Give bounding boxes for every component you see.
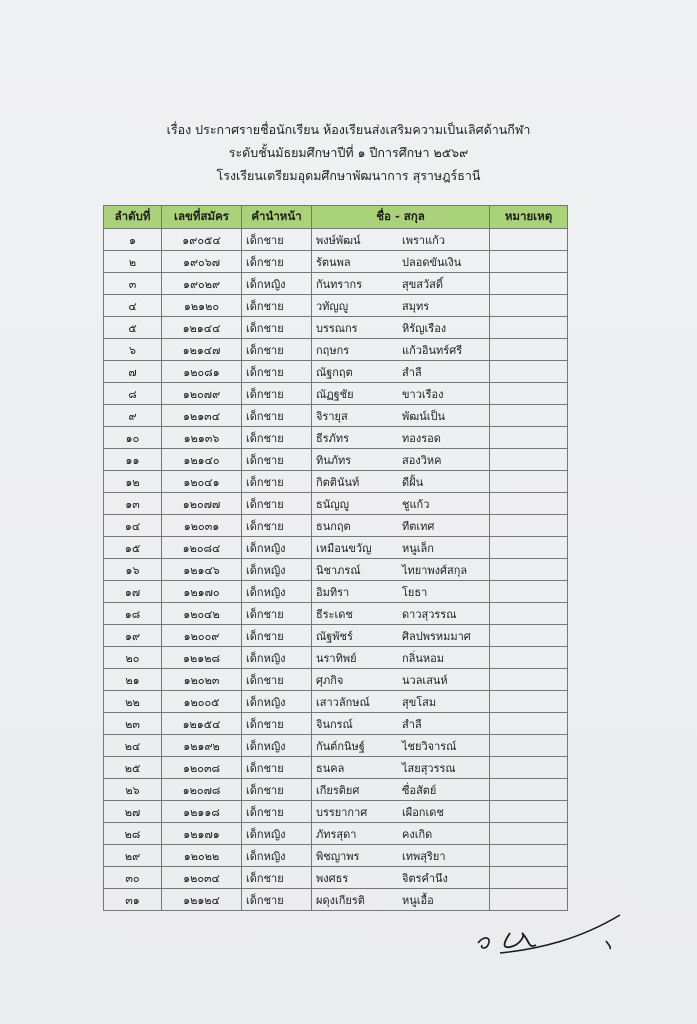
table-row	[104, 273, 568, 295]
cell-prefix: เด็กชาย	[242, 515, 312, 537]
cell-prefix: เด็กชาย	[242, 757, 312, 779]
table-row	[104, 317, 568, 339]
cell-application-no: ๑๙๐๕๔	[162, 229, 242, 251]
table-row	[104, 537, 568, 559]
cell-prefix: เด็กชาย	[242, 229, 312, 251]
signature-icon	[470, 905, 640, 965]
cell-application-no: ๑๒๐๔๑	[162, 471, 242, 493]
cell-prefix: เด็กชาย	[242, 603, 312, 625]
cell-full-name	[312, 757, 490, 779]
last-name: ซื่อสัตย์	[402, 783, 437, 797]
last-name: สองวิหค	[402, 453, 442, 467]
cell-prefix: เด็กชาย	[242, 383, 312, 405]
cell-full-name	[312, 251, 490, 273]
cell-remarks	[490, 559, 568, 581]
first-name: ณัฏฐชัย	[316, 387, 354, 401]
cell-order: ๑๖	[104, 559, 162, 581]
table-row	[104, 845, 568, 867]
table-row	[104, 559, 568, 581]
last-name: เทพสุริยา	[402, 849, 446, 863]
first-name: ธนกฤต	[316, 519, 351, 533]
first-name: จินกรณ์	[316, 717, 353, 731]
first-name: เสาวลักษณ์	[316, 695, 370, 709]
cell-full-name	[312, 493, 490, 515]
cell-prefix: เด็กชาย	[242, 361, 312, 383]
last-name: สุขสวัสดิ์	[402, 277, 443, 291]
student-list-table	[103, 205, 568, 911]
first-name: ธนคล	[316, 761, 345, 775]
cell-order: ๑๕	[104, 537, 162, 559]
cell-order: ๒๙	[104, 845, 162, 867]
cell-full-name	[312, 889, 490, 911]
table-row	[104, 713, 568, 735]
first-name: ทินภัทร	[316, 453, 352, 467]
cell-full-name	[312, 427, 490, 449]
first-name: พงศธร	[316, 871, 349, 885]
first-name: ภัทรสุดา	[316, 827, 357, 841]
last-name: เผือกเดช	[402, 805, 444, 819]
cell-prefix: เด็กหญิง	[242, 559, 312, 581]
first-name: วทัญญู	[316, 299, 349, 313]
cell-order: ๑๘	[104, 603, 162, 625]
school-name: โรงเรียนเตรียมอุดมศึกษาพัฒนาการ สุราษฎร์ธานี	[216, 168, 481, 183]
cell-application-no: ๑๙๐๒๙	[162, 273, 242, 295]
table-row	[104, 823, 568, 845]
first-name: กฤษกร	[316, 343, 350, 357]
cell-remarks	[490, 823, 568, 845]
table-row	[104, 647, 568, 669]
col-header-prefix: คำนำหน้า	[242, 206, 312, 229]
first-name: รัตนพล	[316, 255, 351, 269]
cell-remarks	[490, 603, 568, 625]
cell-prefix: เด็กหญิง	[242, 581, 312, 603]
first-name: กันต์กนิษฐ์	[316, 739, 365, 753]
table-row	[104, 669, 568, 691]
cell-full-name	[312, 625, 490, 647]
cell-order: ๓	[104, 273, 162, 295]
cell-full-name	[312, 515, 490, 537]
table-row	[104, 229, 568, 251]
cell-prefix: เด็กหญิง	[242, 273, 312, 295]
cell-order: ๑๔	[104, 515, 162, 537]
cell-full-name	[312, 669, 490, 691]
cell-full-name	[312, 559, 490, 581]
cell-order: ๒๖	[104, 779, 162, 801]
last-name: แก้วอินทร์ศรี	[402, 343, 463, 357]
cell-order: ๙	[104, 405, 162, 427]
first-name: ผดุงเกียรติ	[316, 893, 365, 907]
cell-order: ๒	[104, 251, 162, 273]
table-row	[104, 405, 568, 427]
cell-full-name	[312, 691, 490, 713]
cell-remarks	[490, 735, 568, 757]
cell-application-no: ๑๙๐๖๗	[162, 251, 242, 273]
cell-prefix: เด็กหญิง	[242, 647, 312, 669]
cell-remarks	[490, 757, 568, 779]
last-name: ปลอดขันเงิน	[402, 255, 462, 269]
cell-remarks	[490, 669, 568, 691]
cell-order: ๘	[104, 383, 162, 405]
cell-full-name	[312, 735, 490, 757]
first-name: เหมือนขวัญ	[316, 541, 372, 555]
cell-full-name	[312, 801, 490, 823]
cell-application-no: ๑๒๑๔๖	[162, 559, 242, 581]
cell-remarks	[490, 845, 568, 867]
cell-remarks	[490, 691, 568, 713]
first-name: นิชาภรณ์	[316, 563, 361, 577]
cell-application-no: ๑๒๐๒๓	[162, 669, 242, 691]
cell-remarks	[490, 647, 568, 669]
cell-remarks	[490, 295, 568, 317]
cell-application-no: ๑๒๐๘๑	[162, 361, 242, 383]
first-name: ณัฐกฤต	[316, 365, 353, 379]
col-header-order: ลำดับที่	[104, 206, 162, 229]
cell-application-no: ๑๒๑๔๐	[162, 449, 242, 471]
table-row	[104, 603, 568, 625]
cell-remarks	[490, 449, 568, 471]
first-name: ศุภกิจ	[316, 673, 344, 687]
cell-order: ๒๗	[104, 801, 162, 823]
table-row	[104, 801, 568, 823]
cell-remarks	[490, 471, 568, 493]
table-row	[104, 493, 568, 515]
last-name: หิรัญเรือง	[402, 321, 447, 335]
last-name: ทีตเทศ	[402, 519, 435, 533]
cell-remarks	[490, 317, 568, 339]
last-name: ไสยสุวรรณ	[402, 761, 456, 775]
cell-remarks	[490, 581, 568, 603]
cell-order: ๕	[104, 317, 162, 339]
cell-order: ๓๐	[104, 867, 162, 889]
cell-remarks	[490, 867, 568, 889]
cell-prefix: เด็กชาย	[242, 405, 312, 427]
cell-order: ๑๑	[104, 449, 162, 471]
last-name: ขาวเรือง	[402, 387, 444, 401]
table-row	[104, 251, 568, 273]
cell-order: ๒๑	[104, 669, 162, 691]
last-name: กลิ่นหอม	[402, 651, 445, 665]
last-name: ไชยวิจารณ์	[402, 739, 457, 753]
cell-full-name	[312, 603, 490, 625]
cell-order: ๑๙	[104, 625, 162, 647]
cell-prefix: เด็กชาย	[242, 713, 312, 735]
first-name: กันทรากร	[316, 277, 363, 291]
cell-prefix: เด็กชาย	[242, 867, 312, 889]
cell-prefix: เด็กหญิง	[242, 691, 312, 713]
cell-application-no: ๑๒๐๓๑	[162, 515, 242, 537]
cell-full-name	[312, 273, 490, 295]
cell-remarks	[490, 251, 568, 273]
cell-application-no: ๑๒๐๘๔	[162, 537, 242, 559]
cell-prefix: เด็กชาย	[242, 801, 312, 823]
cell-order: ๓๑	[104, 889, 162, 911]
last-name: ดีฝั้น	[402, 475, 424, 489]
table-row	[104, 867, 568, 889]
cell-order: ๑๐	[104, 427, 162, 449]
first-name: เกียรติยศ	[316, 783, 360, 797]
cell-order: ๑๒	[104, 471, 162, 493]
first-name: พิชญาพร	[316, 849, 360, 863]
table-row	[104, 471, 568, 493]
table-row	[104, 757, 568, 779]
cell-full-name	[312, 295, 490, 317]
cell-application-no: ๑๒๑๑๘	[162, 801, 242, 823]
cell-full-name	[312, 317, 490, 339]
last-name: ชูแก้ว	[402, 497, 430, 511]
cell-remarks	[490, 229, 568, 251]
cell-prefix: เด็กหญิง	[242, 537, 312, 559]
cell-application-no: ๑๒๐๗๗	[162, 493, 242, 515]
cell-full-name	[312, 449, 490, 471]
first-name: ธนัญญู	[316, 497, 349, 511]
cell-remarks	[490, 625, 568, 647]
cell-prefix: เด็กชาย	[242, 889, 312, 911]
cell-prefix: เด็กชาย	[242, 625, 312, 647]
cell-full-name	[312, 361, 490, 383]
cell-application-no: ๑๒๑๗๐	[162, 581, 242, 603]
cell-full-name	[312, 581, 490, 603]
cell-application-no: ๑๒๐๗๙	[162, 383, 242, 405]
cell-application-no: ๑๒๑๓๖	[162, 427, 242, 449]
cell-remarks	[490, 493, 568, 515]
cell-full-name	[312, 713, 490, 735]
cell-full-name	[312, 339, 490, 361]
table-row	[104, 515, 568, 537]
cell-application-no: ๑๒๐๐๙	[162, 625, 242, 647]
cell-application-no: ๑๒๐๒๒	[162, 845, 242, 867]
cell-order: ๒๔	[104, 735, 162, 757]
first-name: จิรายุส	[316, 409, 348, 423]
cell-application-no: ๑๒๑๔๔	[162, 317, 242, 339]
cell-application-no: ๑๒๐๐๕	[162, 691, 242, 713]
cell-application-no: ๑๒๐๗๘	[162, 779, 242, 801]
cell-application-no: ๑๒๑๙๒	[162, 735, 242, 757]
table-row	[104, 427, 568, 449]
last-name: ไทยาพงศ์สกุล	[402, 563, 468, 577]
cell-remarks	[490, 273, 568, 295]
last-name: จิตรคำนึง	[402, 871, 448, 885]
cell-remarks	[490, 383, 568, 405]
col-header-remarks: หมายเหตุ	[490, 206, 568, 229]
last-name: สุขโสม	[402, 695, 437, 709]
announcement-title: เรื่อง ประกาศรายชื่อนักเรียน ห้องเรียนส่งเสริมความเป็นเลิศด้านกีฬา	[166, 122, 531, 137]
cell-remarks	[490, 537, 568, 559]
cell-application-no: ๑๒๑๗๑	[162, 823, 242, 845]
cell-application-no: ๑๒๑๕๔	[162, 713, 242, 735]
cell-application-no: ๑๒๑๔๗	[162, 339, 242, 361]
first-name: อิมทิรา	[316, 585, 350, 599]
last-name: หนูเอื้อ	[402, 893, 434, 907]
first-name: ธีระเดช	[316, 607, 353, 621]
last-name: นวลเสนห์	[402, 673, 448, 687]
cell-full-name	[312, 647, 490, 669]
last-name: สมุทร	[402, 299, 430, 313]
cell-remarks	[490, 515, 568, 537]
table-row	[104, 625, 568, 647]
cell-remarks	[490, 779, 568, 801]
table-row	[104, 581, 568, 603]
last-name: ศิลปพรหมมาศ	[402, 629, 471, 643]
first-name: พงษ์พัฒน์	[316, 233, 361, 247]
cell-prefix: เด็กชาย	[242, 471, 312, 493]
cell-prefix: เด็กชาย	[242, 427, 312, 449]
cell-remarks	[490, 713, 568, 735]
table-row	[104, 383, 568, 405]
cell-order: ๒๘	[104, 823, 162, 845]
cell-prefix: เด็กชาย	[242, 295, 312, 317]
cell-order: ๑	[104, 229, 162, 251]
cell-prefix: เด็กชาย	[242, 779, 312, 801]
cell-application-no: ๑๒๑๓๔	[162, 405, 242, 427]
first-name: ธีรภัทร	[316, 431, 350, 445]
cell-prefix: เด็กหญิง	[242, 823, 312, 845]
cell-full-name	[312, 537, 490, 559]
last-name: พัฒน์เป็น	[402, 409, 445, 423]
cell-remarks	[490, 361, 568, 383]
cell-application-no: ๑๒๑๒๔	[162, 889, 242, 911]
cell-remarks	[490, 427, 568, 449]
first-name: ณัฐพัชร์	[316, 629, 353, 643]
table-row	[104, 735, 568, 757]
cell-order: ๒๐	[104, 647, 162, 669]
first-name: นราทิพย์	[316, 651, 357, 665]
cell-prefix: เด็กหญิง	[242, 735, 312, 757]
cell-full-name	[312, 779, 490, 801]
cell-order: ๑๗	[104, 581, 162, 603]
cell-order: ๔	[104, 295, 162, 317]
cell-application-no: ๑๒๐๓๔	[162, 867, 242, 889]
cell-remarks	[490, 801, 568, 823]
cell-prefix: เด็กชาย	[242, 449, 312, 471]
cell-application-no: ๑๒๐๔๒	[162, 603, 242, 625]
table-row	[104, 339, 568, 361]
cell-full-name	[312, 845, 490, 867]
cell-order: ๑๓	[104, 493, 162, 515]
cell-prefix: เด็กชาย	[242, 493, 312, 515]
last-name: เพราแก้ว	[402, 233, 446, 247]
cell-order: ๒๒	[104, 691, 162, 713]
cell-order: ๖	[104, 339, 162, 361]
cell-prefix: เด็กชาย	[242, 669, 312, 691]
cell-order: ๒๓	[104, 713, 162, 735]
last-name: ดาวสุวรรณ	[402, 607, 457, 621]
table-row	[104, 691, 568, 713]
cell-application-no: ๑๒๐๓๘	[162, 757, 242, 779]
first-name: กิตตินันท์	[316, 475, 360, 489]
cell-prefix: เด็กชาย	[242, 339, 312, 361]
col-header-application-no: เลขที่สมัคร	[162, 206, 242, 229]
last-name: ทองรอด	[402, 431, 441, 445]
cell-remarks	[490, 405, 568, 427]
cell-full-name	[312, 471, 490, 493]
cell-full-name	[312, 405, 490, 427]
table-body	[104, 229, 568, 911]
col-header-full-name: ชื่อ - สกุล	[312, 206, 490, 229]
first-name: บรรยากาศ	[316, 805, 368, 819]
table-row	[104, 295, 568, 317]
table-header-row	[104, 206, 568, 229]
last-name: หนูเล็ก	[402, 541, 434, 555]
cell-application-no: ๑๒๑๒๐	[162, 295, 242, 317]
last-name: สำลี	[402, 717, 422, 731]
last-name: โยธา	[402, 585, 428, 599]
cell-full-name	[312, 867, 490, 889]
cell-prefix: เด็กชาย	[242, 251, 312, 273]
last-name: สำลี	[402, 365, 422, 379]
table-row	[104, 449, 568, 471]
table-row	[104, 361, 568, 383]
announcement-level: ระดับชั้นมัธยมศึกษาปีที่ ๑ ปีการศึกษา ๒๕๖๙	[228, 145, 469, 160]
table-row	[104, 779, 568, 801]
cell-application-no: ๑๒๑๒๘	[162, 647, 242, 669]
cell-order: ๒๕	[104, 757, 162, 779]
cell-full-name	[312, 823, 490, 845]
cell-order: ๗	[104, 361, 162, 383]
cell-full-name	[312, 229, 490, 251]
last-name: คงเกิด	[402, 827, 433, 841]
cell-remarks	[490, 339, 568, 361]
cell-prefix: เด็กหญิง	[242, 845, 312, 867]
first-name: บรรณกร	[316, 321, 358, 335]
cell-full-name	[312, 383, 490, 405]
cell-prefix: เด็กชาย	[242, 317, 312, 339]
